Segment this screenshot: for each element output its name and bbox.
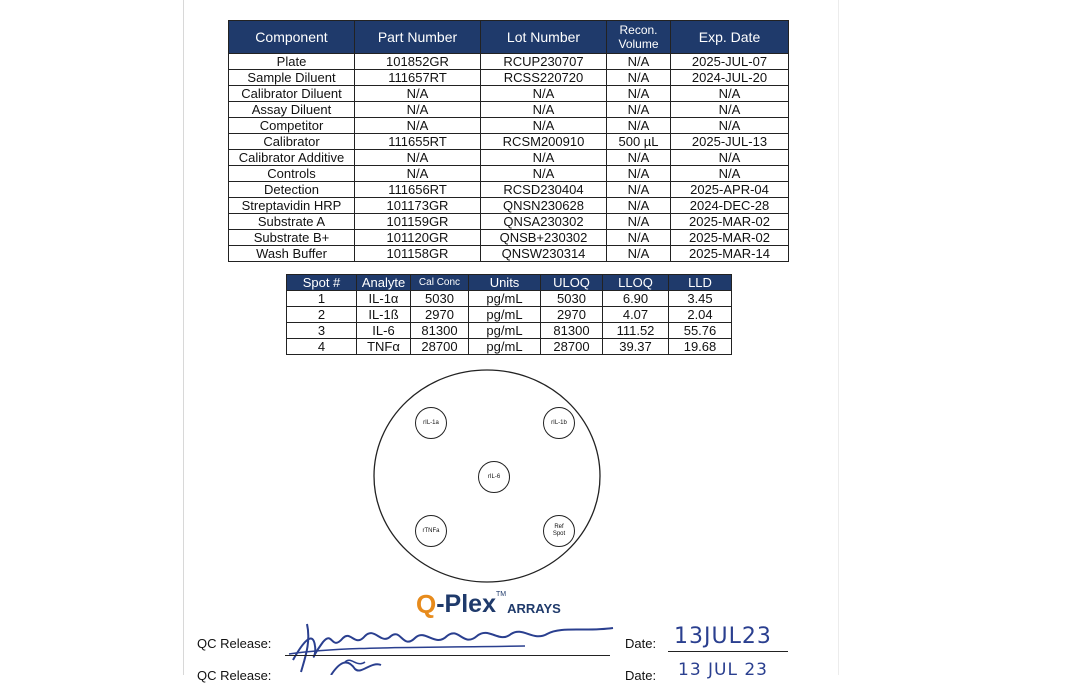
header-analyte: Analyte: [357, 275, 411, 291]
analyte-cell: IL-1ß: [357, 307, 411, 323]
second-release-label: QC Release:: [197, 668, 272, 683]
header-recon-volume: [607, 21, 671, 54]
spot-number-cell: 4: [287, 339, 357, 355]
part-number-cell: N/A: [355, 86, 481, 102]
recon-volume-cell: N/A: [607, 70, 671, 86]
component-cell: Calibrator: [229, 134, 355, 150]
recon-volume-cell: N/A: [607, 118, 671, 134]
part-number-cell: 101852GR: [355, 54, 481, 70]
lot-number-cell: QNSW230314: [481, 246, 607, 262]
page-edge-right: [838, 0, 839, 675]
spot-number-cell: 1: [287, 291, 357, 307]
header-part-number: Part Number: [355, 21, 481, 54]
spot-top-right: rIL-1b: [543, 407, 575, 439]
components-row: [229, 230, 789, 246]
lloq-cell: 39.37: [603, 339, 669, 355]
exp-date-cell: 2025-MAR-14: [671, 246, 789, 262]
well-diagram: [372, 369, 602, 584]
analyte-cell: IL-1α: [357, 291, 411, 307]
part-number-cell: 111657RT: [355, 70, 481, 86]
cal-conc-cell: 81300: [411, 323, 469, 339]
exp-date-cell: 2025-JUL-13: [671, 134, 789, 150]
logo-arrays: ARRAYS: [507, 601, 561, 616]
uloq-cell: 28700: [541, 339, 603, 355]
analyte-cell: IL-6: [357, 323, 411, 339]
components-row: [229, 86, 789, 102]
lot-number-cell: RCUP230707: [481, 54, 607, 70]
second-signature: [325, 655, 395, 675]
cal-conc-cell: 28700: [411, 339, 469, 355]
lld-cell: 3.45: [669, 291, 732, 307]
exp-date-cell: 2025-MAR-02: [671, 230, 789, 246]
lloq-cell: 6.90: [603, 291, 669, 307]
cal-conc-cell: 2970: [411, 307, 469, 323]
components-row: [229, 134, 789, 150]
spot-bottom-right: [543, 515, 575, 547]
logo-plex: -Plex: [436, 590, 496, 618]
components-row: [229, 214, 789, 230]
spot-number-cell: 3: [287, 323, 357, 339]
components-row: [229, 54, 789, 70]
page-edge-left: [183, 0, 184, 675]
date-line: [668, 651, 788, 652]
uloq-cell: 5030: [541, 291, 603, 307]
part-number-cell: 101120GR: [355, 230, 481, 246]
component-cell: Streptavidin HRP: [229, 198, 355, 214]
exp-date-cell: N/A: [671, 102, 789, 118]
second-date-label: Date:: [625, 668, 657, 683]
part-number-cell: N/A: [355, 166, 481, 182]
units-cell: pg/mL: [469, 307, 541, 323]
exp-date-cell: 2025-APR-04: [671, 182, 789, 198]
component-cell: Wash Buffer: [229, 246, 355, 262]
spots-table: [286, 274, 732, 355]
lot-number-cell: N/A: [481, 102, 607, 118]
part-number-cell: 101159GR: [355, 214, 481, 230]
component-cell: Controls: [229, 166, 355, 182]
header-exp-date: Exp. Date: [671, 21, 789, 54]
exp-date-cell: 2025-JUL-07: [671, 54, 789, 70]
lld-cell: 55.76: [669, 323, 732, 339]
units-cell: pg/mL: [469, 291, 541, 307]
header-uloq: ULOQ: [541, 275, 603, 291]
components-table: [228, 20, 789, 262]
spot-center: rIL-6: [478, 461, 510, 493]
exp-date-cell: 2025-MAR-02: [671, 214, 789, 230]
header-recon-line2: Volume: [618, 37, 659, 51]
components-row: [229, 150, 789, 166]
components-header-row: [229, 21, 789, 54]
exp-date-cell: N/A: [671, 150, 789, 166]
recon-volume-cell: N/A: [607, 150, 671, 166]
lot-number-cell: N/A: [481, 86, 607, 102]
header-spot: Spot #: [287, 275, 357, 291]
recon-volume-cell: N/A: [607, 214, 671, 230]
component-cell: Calibrator Diluent: [229, 86, 355, 102]
part-number-cell: 101158GR: [355, 246, 481, 262]
units-cell: pg/mL: [469, 323, 541, 339]
component-cell: Plate: [229, 54, 355, 70]
uloq-cell: 2970: [541, 307, 603, 323]
header-units: Units: [469, 275, 541, 291]
lld-cell: 19.68: [669, 339, 732, 355]
lot-number-cell: RCSS220720: [481, 70, 607, 86]
component-cell: Detection: [229, 182, 355, 198]
recon-volume-cell: N/A: [607, 230, 671, 246]
exp-date-cell: N/A: [671, 166, 789, 182]
components-row: [229, 118, 789, 134]
lot-number-cell: N/A: [481, 118, 607, 134]
cal-conc-cell: 5030: [411, 291, 469, 307]
header-lloq: LLOQ: [603, 275, 669, 291]
exp-date-cell: N/A: [671, 86, 789, 102]
spots-row: [287, 339, 732, 355]
components-body: [229, 54, 789, 262]
part-number-cell: 111655RT: [355, 134, 481, 150]
lot-number-cell: RCSD230404: [481, 182, 607, 198]
exp-date-cell: 2024-JUL-20: [671, 70, 789, 86]
components-row: [229, 166, 789, 182]
recon-volume-cell: N/A: [607, 182, 671, 198]
header-recon-line1: Recon.: [619, 23, 658, 37]
date-label: Date:: [625, 636, 657, 651]
components-row: [229, 102, 789, 118]
components-row: [229, 70, 789, 86]
uloq-cell: 81300: [541, 323, 603, 339]
components-row: [229, 198, 789, 214]
lloq-cell: 4.07: [603, 307, 669, 323]
logo-tm: TM: [496, 591, 507, 598]
spot-bottom-left: rTNFa: [415, 515, 447, 547]
recon-volume-cell: N/A: [607, 102, 671, 118]
part-number-cell: N/A: [355, 150, 481, 166]
ref-spot-line2: Spot: [552, 531, 566, 537]
lld-cell: 2.04: [669, 307, 732, 323]
analyte-cell: TNFα: [357, 339, 411, 355]
recon-volume-cell: 500 µL: [607, 134, 671, 150]
component-cell: Calibrator Additive: [229, 150, 355, 166]
ref-spot-line1: Ref: [554, 524, 564, 530]
logo-q: Q: [416, 589, 437, 619]
component-cell: Sample Diluent: [229, 70, 355, 86]
lot-number-cell: N/A: [481, 166, 607, 182]
part-number-cell: 101173GR: [355, 198, 481, 214]
header-cal-conc: Cal Conc: [411, 275, 469, 291]
spots-header-row: [287, 275, 732, 291]
exp-date-cell: 2024-DEC-28: [671, 198, 789, 214]
components-row: [229, 182, 789, 198]
lot-number-cell: N/A: [481, 150, 607, 166]
lot-number-cell: RCSM200910: [481, 134, 607, 150]
units-cell: pg/mL: [469, 339, 541, 355]
recon-volume-cell: N/A: [607, 198, 671, 214]
qc-release-label: QC Release:: [197, 636, 272, 651]
part-number-cell: 111656RT: [355, 182, 481, 198]
exp-date-cell: N/A: [671, 118, 789, 134]
spots-body: [287, 291, 732, 355]
part-number-cell: N/A: [355, 118, 481, 134]
component-cell: Substrate B+: [229, 230, 355, 246]
recon-volume-cell: N/A: [607, 246, 671, 262]
lot-number-cell: QNSN230628: [481, 198, 607, 214]
header-lot-number: Lot Number: [481, 21, 607, 54]
spots-row: [287, 323, 732, 339]
lloq-cell: 111.52: [603, 323, 669, 339]
header-component: Component: [229, 21, 355, 54]
lot-number-cell: QNSB+230302: [481, 230, 607, 246]
components-row: [229, 246, 789, 262]
spots-row: [287, 291, 732, 307]
recon-volume-cell: N/A: [607, 54, 671, 70]
header-lld: LLD: [669, 275, 732, 291]
component-cell: Substrate A: [229, 214, 355, 230]
second-date-value: 13 JUL 23: [678, 660, 768, 680]
part-number-cell: N/A: [355, 102, 481, 118]
spots-row: [287, 307, 732, 323]
recon-volume-cell: N/A: [607, 86, 671, 102]
recon-volume-cell: N/A: [607, 166, 671, 182]
component-cell: Competitor: [229, 118, 355, 134]
spot-number-cell: 2: [287, 307, 357, 323]
lot-number-cell: QNSA230302: [481, 214, 607, 230]
date-value: 13JUL23: [674, 624, 772, 649]
spot-top-left: rIL-1a: [415, 407, 447, 439]
component-cell: Assay Diluent: [229, 102, 355, 118]
